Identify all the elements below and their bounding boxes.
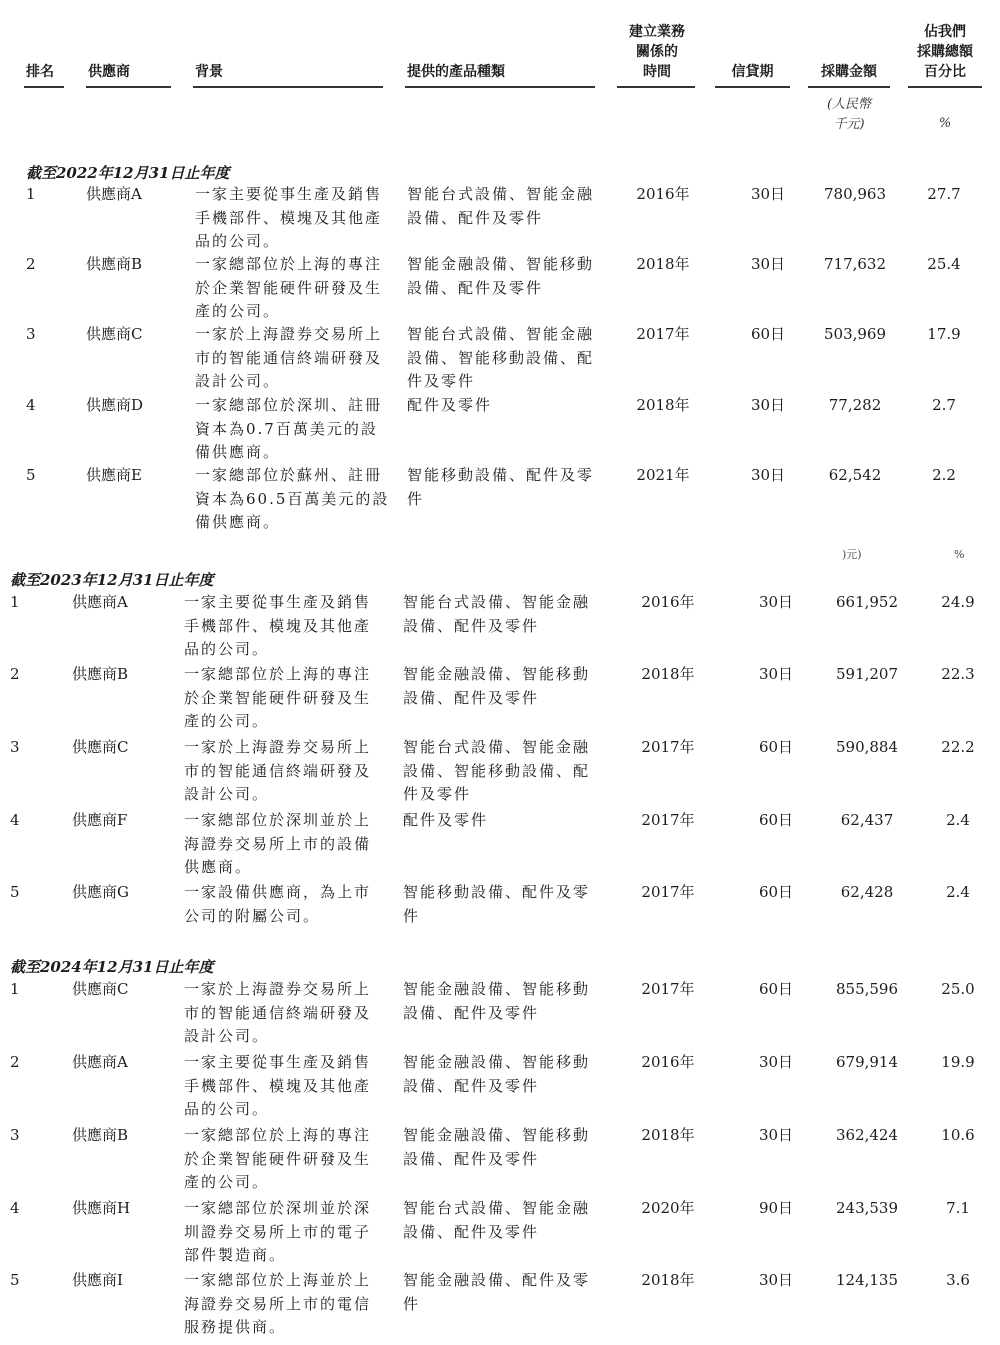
header-rule-products [405, 86, 595, 88]
amount-cell: 62,437 [840, 811, 894, 829]
year-cell: 2017年 [636, 325, 690, 343]
pct-cell: 22.3 [941, 665, 975, 683]
table-row [0, 183, 1000, 253]
background-cell: 一家於上海證券交易所上市的智能通信終端研發及設計公司。 [184, 980, 372, 1045]
supplier-cell: 供應商D [86, 396, 144, 414]
pct-cell: 22.2 [941, 738, 975, 756]
header-rule-rank [24, 86, 64, 88]
background-cell: 一家總部位於深圳並於上海證券交易所上市的設備供應商。 [184, 811, 372, 876]
supplier-cell: 供應商B [72, 665, 129, 683]
amount-cell: 717,632 [823, 255, 887, 273]
amount-cell: 855,596 [835, 980, 899, 998]
amount-unit-line2: 千元) [833, 117, 865, 132]
amount-cell: 780,963 [823, 185, 887, 203]
amount-cell: 679,914 [835, 1053, 899, 1071]
rank-cell: 3 [10, 738, 20, 756]
header-purchase-pct-line3: 百分比 [924, 64, 966, 80]
supplier-cell: 供應商A [72, 1053, 128, 1071]
credit-cell: 60日 [758, 738, 794, 756]
table-row [0, 736, 1000, 806]
header-supplier: 供應商 [88, 64, 130, 80]
rank-cell: 2 [26, 255, 36, 273]
pct-cell: 17.9 [927, 325, 961, 343]
year-cell: 2017年 [641, 883, 695, 901]
table-row [0, 881, 1000, 951]
pct-cell: 25.0 [941, 980, 975, 998]
rank-cell: 2 [10, 1053, 20, 1071]
pct-cell: 19.9 [941, 1053, 975, 1071]
table-row [0, 663, 1000, 733]
products-cell: 智能移動設備、配件及零件 [403, 883, 591, 925]
products-cell: 智能金融設備、智能移動設備、配件及零件 [403, 980, 591, 1022]
year-cell: 2016年 [636, 185, 690, 203]
rank-cell: 1 [10, 980, 20, 998]
products-cell: 智能金融設備、智能移動設備、配件及零件 [407, 255, 595, 297]
products-cell: 智能台式設備、智能金融設備、智能移動設備、配件及零件 [403, 738, 591, 803]
credit-cell: 60日 [758, 811, 794, 829]
credit-cell: 30日 [758, 1126, 794, 1144]
amount-cell: 503,969 [823, 325, 887, 343]
year-cell: 2017年 [641, 811, 695, 829]
table-row [0, 591, 1000, 661]
rank-cell: 5 [10, 883, 20, 901]
table-row [0, 1197, 1000, 1267]
header-rank: 排名 [26, 64, 54, 80]
header-purchase-pct-line1: 佔我們 [924, 24, 966, 40]
products-cell: 智能移動設備、配件及零件 [407, 466, 595, 508]
section-title: 截至2022年12月31日止年度 [26, 164, 230, 182]
credit-cell: 30日 [750, 185, 786, 203]
rank-cell: 5 [10, 1271, 20, 1289]
stray-mark-pct: % [954, 548, 965, 561]
amount-cell: 124,135 [835, 1271, 899, 1289]
rank-cell: 4 [26, 396, 36, 414]
background-cell: 一家總部位於上海的專注於企業智能硬件研發及生產的公司。 [195, 255, 383, 320]
header-rule-time [617, 86, 695, 88]
header-relationship-time-line1: 建立業務 [629, 24, 685, 40]
background-cell: 一家於上海證券交易所上市的智能通信終端研發及設計公司。 [184, 738, 372, 803]
supplier-cell: 供應商A [72, 593, 128, 611]
amount-cell: 362,424 [835, 1126, 899, 1144]
credit-cell: 60日 [758, 883, 794, 901]
year-cell: 2018年 [641, 1271, 695, 1289]
year-cell: 2017年 [641, 980, 695, 998]
amount-unit [808, 95, 890, 135]
background-cell: 一家主要從事生產及銷售手機部件、模塊及其他產品的公司。 [195, 185, 383, 250]
amount-cell: 62,428 [840, 883, 894, 901]
header-rule-credit [715, 86, 790, 88]
amount-cell: 62,542 [828, 466, 882, 484]
year-cell: 2017年 [641, 738, 695, 756]
credit-cell: 30日 [750, 396, 786, 414]
credit-cell: 60日 [750, 325, 786, 343]
supplier-cell: 供應商H [72, 1199, 131, 1217]
stray-mark-amount: )元) [842, 548, 862, 561]
pct-cell: 2.4 [946, 883, 970, 901]
year-cell: 2016年 [641, 593, 695, 611]
background-cell: 一家總部位於上海的專注於企業智能硬件研發及生產的公司。 [184, 1126, 372, 1191]
supplier-cell: 供應商I [72, 1271, 123, 1289]
pct-cell: 10.6 [941, 1126, 975, 1144]
year-cell: 2016年 [641, 1053, 695, 1071]
rank-cell: 3 [10, 1126, 20, 1144]
supplier-cell: 供應商C [72, 980, 129, 998]
credit-cell: 30日 [750, 466, 786, 484]
pct-cell: 2.4 [946, 811, 970, 829]
background-cell: 一家主要從事生產及銷售手機部件、模塊及其他產品的公司。 [184, 1053, 372, 1118]
header-purchase-pct-line2: 採購總額 [917, 44, 973, 60]
background-cell: 一家總部位於深圳、註冊資本為0.7百萬美元的設備供應商。 [195, 396, 383, 461]
products-cell: 配件及零件 [403, 811, 489, 829]
year-cell: 2021年 [636, 466, 690, 484]
rank-cell: 3 [26, 325, 36, 343]
background-cell: 一家總部位於深圳並於深圳證券交易所上市的電子部件製造商。 [184, 1199, 372, 1264]
supplier-cell: 供應商A [86, 185, 142, 203]
amount-cell: 661,952 [835, 593, 899, 611]
year-cell: 2020年 [641, 1199, 695, 1217]
rank-cell: 4 [10, 1199, 20, 1217]
background-cell: 一家於上海證券交易所上市的智能通信終端研發及設計公司。 [195, 325, 383, 390]
header-relationship-time [617, 22, 697, 82]
background-cell: 一家總部位於上海並於上海證券交易所上市的電信服務提供商。 [184, 1271, 372, 1336]
year-cell: 2018年 [641, 1126, 695, 1144]
pct-cell: 24.9 [941, 593, 975, 611]
header-rule-pct [908, 86, 982, 88]
rank-cell: 1 [26, 185, 36, 203]
amount-unit-line1: (人民幣 [826, 97, 872, 112]
products-cell: 智能金融設備、配件及零件 [403, 1271, 591, 1313]
supplier-cell: 供應商C [72, 738, 129, 756]
background-cell: 一家總部位於蘇州、註冊資本為60.5百萬美元的設備供應商。 [195, 466, 390, 531]
header-rule-amount [808, 86, 890, 88]
table-row [0, 978, 1000, 1048]
rank-cell: 4 [10, 811, 20, 829]
pct-cell: 25.4 [927, 255, 961, 273]
header-purchase-pct [908, 22, 982, 82]
products-cell: 智能金融設備、智能移動設備、配件及零件 [403, 665, 591, 707]
products-cell: 智能金融設備、智能移動設備、配件及零件 [403, 1053, 591, 1095]
pct-cell: 2.2 [932, 466, 956, 484]
header-rule-background [193, 86, 383, 88]
products-cell: 智能金融設備、智能移動設備、配件及零件 [403, 1126, 591, 1168]
rank-cell: 1 [10, 593, 20, 611]
credit-cell: 90日 [758, 1199, 794, 1217]
table-row [0, 323, 1000, 393]
header-rule-supplier [86, 86, 171, 88]
products-cell: 智能台式設備、智能金融設備、配件及零件 [403, 1199, 591, 1241]
amount-cell: 590,884 [835, 738, 899, 756]
header-relationship-time-line2: 關係的 [636, 44, 678, 60]
header-relationship-time-line3: 時間 [643, 64, 671, 80]
year-cell: 2018年 [636, 396, 690, 414]
amount-cell: 591,207 [835, 665, 899, 683]
amount-cell: 243,539 [835, 1199, 899, 1217]
supplier-cell: 供應商E [86, 466, 142, 484]
background-cell: 一家總部位於上海的專注於企業智能硬件研發及生產的公司。 [184, 665, 372, 730]
supplier-cell: 供應商G [72, 883, 129, 901]
pct-cell: 7.1 [946, 1199, 970, 1217]
table-row [0, 1124, 1000, 1194]
pct-cell: 2.7 [932, 396, 956, 414]
credit-cell: 30日 [758, 1053, 794, 1071]
supplier-cell: 供應商B [86, 255, 143, 273]
year-cell: 2018年 [636, 255, 690, 273]
pct-cell: 3.6 [946, 1271, 970, 1289]
credit-cell: 30日 [758, 665, 794, 683]
section-title: 截至2023年12月31日止年度 [10, 571, 214, 589]
rank-cell: 5 [26, 466, 36, 484]
products-cell: 配件及零件 [407, 396, 493, 414]
rank-cell: 2 [10, 665, 20, 683]
table-row [0, 394, 1000, 464]
section-title: 截至2024年12月31日止年度 [10, 958, 214, 976]
products-cell: 智能台式設備、智能金融設備、智能移動設備、配件及零件 [407, 325, 595, 390]
header-purchase-amount: 採購金額 [821, 64, 877, 80]
supplier-cell: 供應商C [86, 325, 143, 343]
supplier-cell: 供應商F [72, 811, 128, 829]
products-cell: 智能台式設備、智能金融設備、配件及零件 [403, 593, 591, 635]
header-background: 背景 [195, 64, 223, 80]
year-cell: 2018年 [641, 665, 695, 683]
credit-cell: 30日 [750, 255, 786, 273]
table-row [0, 253, 1000, 323]
credit-cell: 30日 [758, 593, 794, 611]
pct-cell: 27.7 [927, 185, 961, 203]
table-row [0, 464, 1000, 534]
table-row [0, 1269, 1000, 1339]
header-credit-period: 信貸期 [731, 64, 774, 80]
amount-cell: 77,282 [828, 396, 882, 414]
background-cell: 一家設備供應商，為上市公司的附屬公司。 [184, 883, 372, 925]
header-products: 提供的產品種類 [407, 64, 505, 80]
credit-cell: 60日 [758, 980, 794, 998]
pct-unit: % [938, 116, 952, 131]
credit-cell: 30日 [758, 1271, 794, 1289]
products-cell: 智能台式設備、智能金融設備、配件及零件 [407, 185, 595, 227]
table-row [0, 809, 1000, 879]
table-row [0, 1051, 1000, 1121]
background-cell: 一家主要從事生產及銷售手機部件、模塊及其他產品的公司。 [184, 593, 372, 658]
supplier-cell: 供應商B [72, 1126, 129, 1144]
